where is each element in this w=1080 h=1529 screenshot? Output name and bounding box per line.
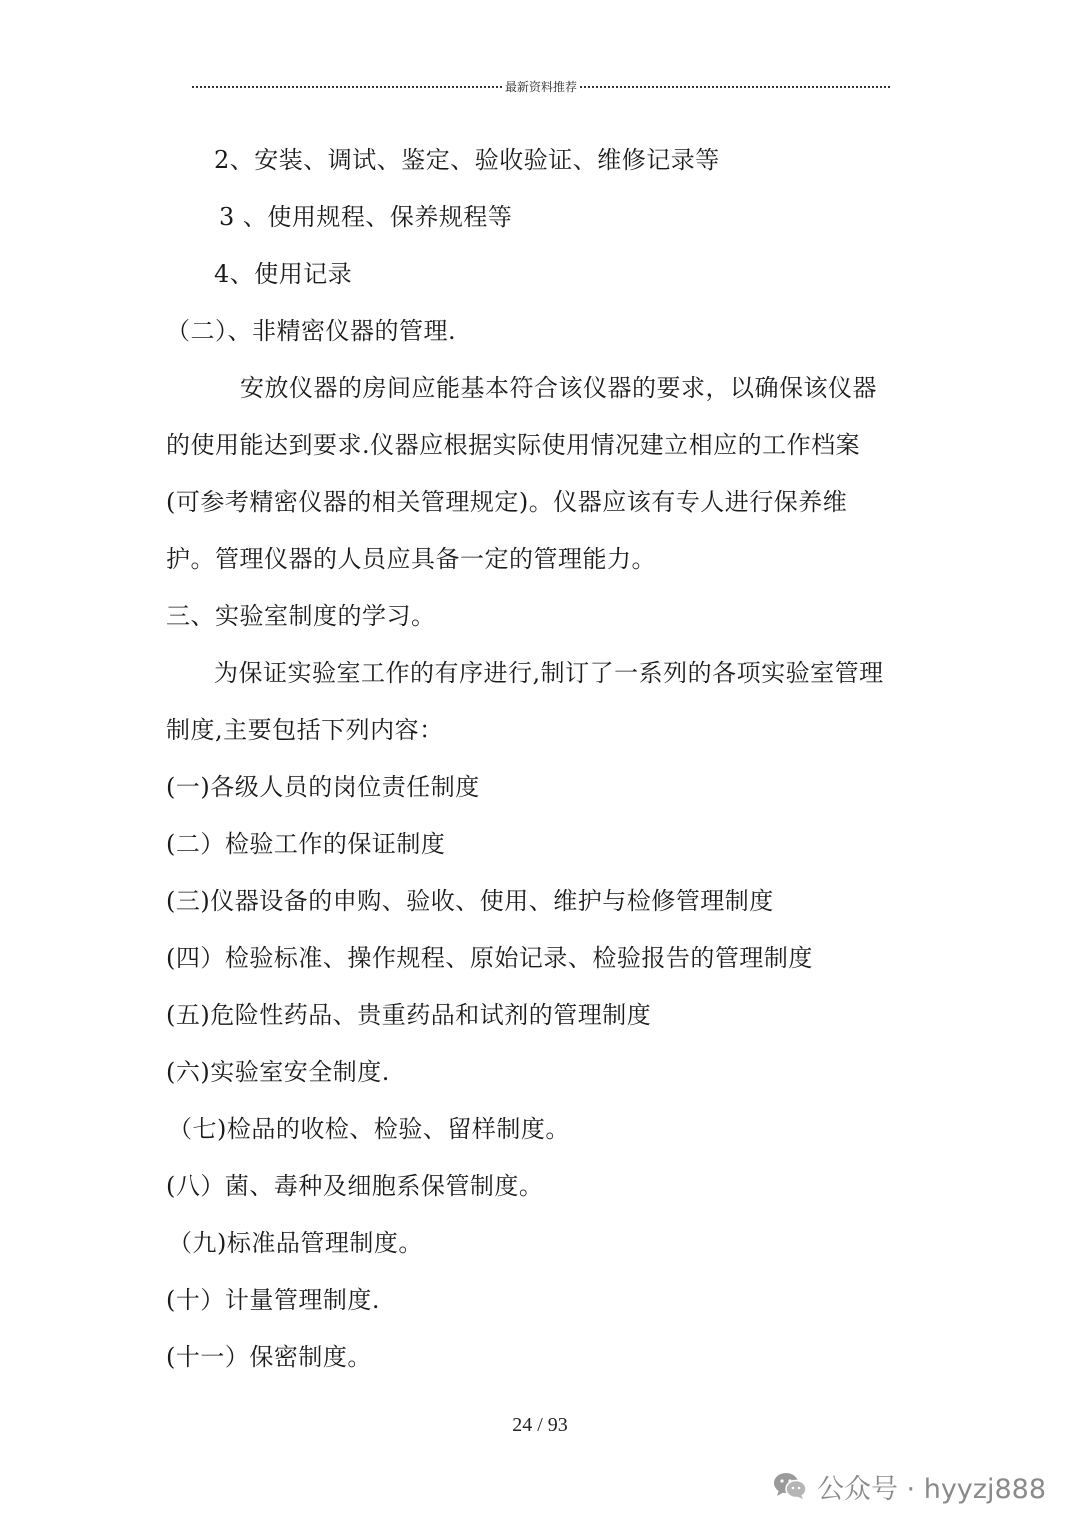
header-dotted-rule-right xyxy=(580,86,890,88)
regulation-item: (十一）保密制度。 xyxy=(166,1343,372,1371)
wechat-icon xyxy=(773,1472,807,1500)
regulation-item: (八）菌、毒种及细胞系保管制度。 xyxy=(166,1172,544,1200)
paragraph-line: 制度,主要包括下列内容： xyxy=(166,716,444,744)
regulation-item: (一)各级人员的岗位责任制度 xyxy=(166,773,480,801)
page-number: 24 / 93 xyxy=(512,1414,568,1436)
regulation-item: (二）检验工作的保证制度 xyxy=(166,830,446,858)
list-item-4: 4、使用记录 xyxy=(214,260,353,288)
regulation-item: （九)标准品管理制度。 xyxy=(168,1229,423,1257)
header-dotted-rule-left xyxy=(192,86,502,88)
watermark-text: 公众号 · hyyzj888 xyxy=(816,1473,1046,1505)
paragraph-line: 为保证实验室工作的有序进行,制订了一系列的各项实验室管理 xyxy=(214,659,884,687)
paragraph-line: 安放仪器的房间应能基本符合该仪器的要求，以确保该仪器 xyxy=(240,374,877,402)
section-heading-2: （二）、非精密仪器的管理. xyxy=(166,317,457,345)
header-title: 最新资料推荐 xyxy=(505,79,578,94)
regulation-item: (六)实验室安全制度. xyxy=(166,1058,390,1086)
page-header xyxy=(192,76,890,96)
list-item-3: 3 、使用规程、保养规程等 xyxy=(219,203,513,231)
paragraph-line: 护。管理仪器的人员应具备一定的管理能力。 xyxy=(166,545,656,573)
paragraph-line: 的使用能达到要求.仪器应根据实际使用情况建立相应的工作档案 xyxy=(166,431,861,459)
regulation-item: (五)危险性药品、贵重药品和试剂的管理制度 xyxy=(166,1001,652,1029)
regulation-item: (三)仪器设备的申购、验收、使用、维护与检修管理制度 xyxy=(166,887,774,915)
regulation-item: （七)检品的收检、检验、留样制度。 xyxy=(168,1115,570,1143)
paragraph-line: (可参考精密仪器的相关管理规定)。仪器应该有专人进行保养维 xyxy=(166,488,848,516)
list-item-2: 2、安装、调试、鉴定、验收验证、维修记录等 xyxy=(214,146,720,174)
regulation-item: (十）计量管理制度. xyxy=(166,1286,380,1314)
watermark xyxy=(773,1468,1046,1504)
regulation-item: (四）检验标准、操作规程、原始记录、检验报告的管理制度 xyxy=(166,944,813,972)
section-heading-3: 三、实验室制度的学习。 xyxy=(166,602,436,630)
